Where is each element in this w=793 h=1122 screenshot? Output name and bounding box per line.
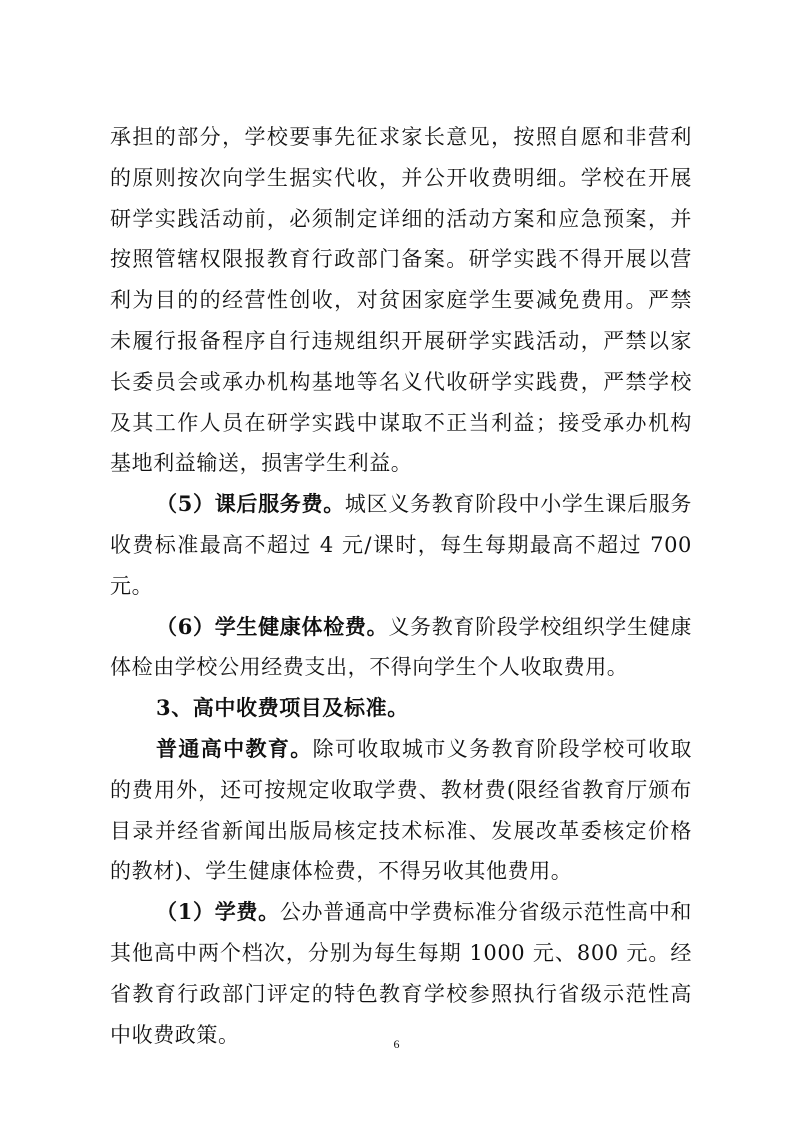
paragraph-after-school-service-fee [110, 484, 692, 606]
paragraph-text: 除可收取城市义务教育阶段学校可收取的费用外，还可按规定收取学费、教材费(限经省教育厅颁布目录并经省新闻出版局核定技术标准、发展改革委核定价格的教材)、学生健康体检费，不得另收其他费用。 [110, 736, 692, 884]
paragraph-health-checkup-fee [110, 607, 692, 689]
paragraph-tuition-fee [110, 892, 692, 1055]
paragraph-lead: （1）学费。 [156, 899, 280, 925]
body-text [110, 117, 692, 1055]
paragraph-lead: （6）学生健康体检费。 [156, 613, 389, 639]
paragraph-lead: 普通高中教育。 [156, 735, 313, 761]
section-heading: 3、高中收费项目及标准。 [156, 695, 409, 721]
paragraph-text: 城区义务教育阶段中小学生课后服务收费标准最高不超过 4 元/课时，每生每期最高不超过 700 元。 [110, 492, 692, 598]
page-number: 6 [393, 1037, 400, 1051]
paragraph-text: 承担的部分，学校要事先征求家长意见，按照自愿和非营利的原则按次向学生据实代收，并公开收费明细。学校在开展研学实践活动前，必须制定详细的活动方案和应急预案，并按照管辖权限报教育行政部门备案。研学实践不得开展以营利为目的的经营性创收，对贫困家庭学生要减免费用。严禁未履行报备程序自行违规组织开展研学实践活动，严禁以家长委员会或承办机构基地等名义代收研学实践费，严禁学校及其工作人员在研学实践中谋取不正当利益；接受承办机构基地利益输送，损害学生利益。 [110, 125, 692, 476]
paragraph-text: 公办普通高中学费标准分省级示范性高中和其他高中两个档次，分别为每生每期 1000 元、800 元。经省教育行政部门评定的特色教育学校参照执行省级示范性高中收费政策。 [110, 900, 692, 1047]
paragraph-general-high-school-education [110, 729, 692, 892]
paragraph-text: 义务教育阶段学校组织学生健康体检由学校公用经费支出，不得向学生个人收取费用。 [110, 614, 692, 680]
paragraph-lead: （5）课后服务费。 [156, 491, 345, 517]
paragraph-continued-study-practice [110, 117, 692, 484]
section-heading-high-school-fees [110, 688, 692, 729]
